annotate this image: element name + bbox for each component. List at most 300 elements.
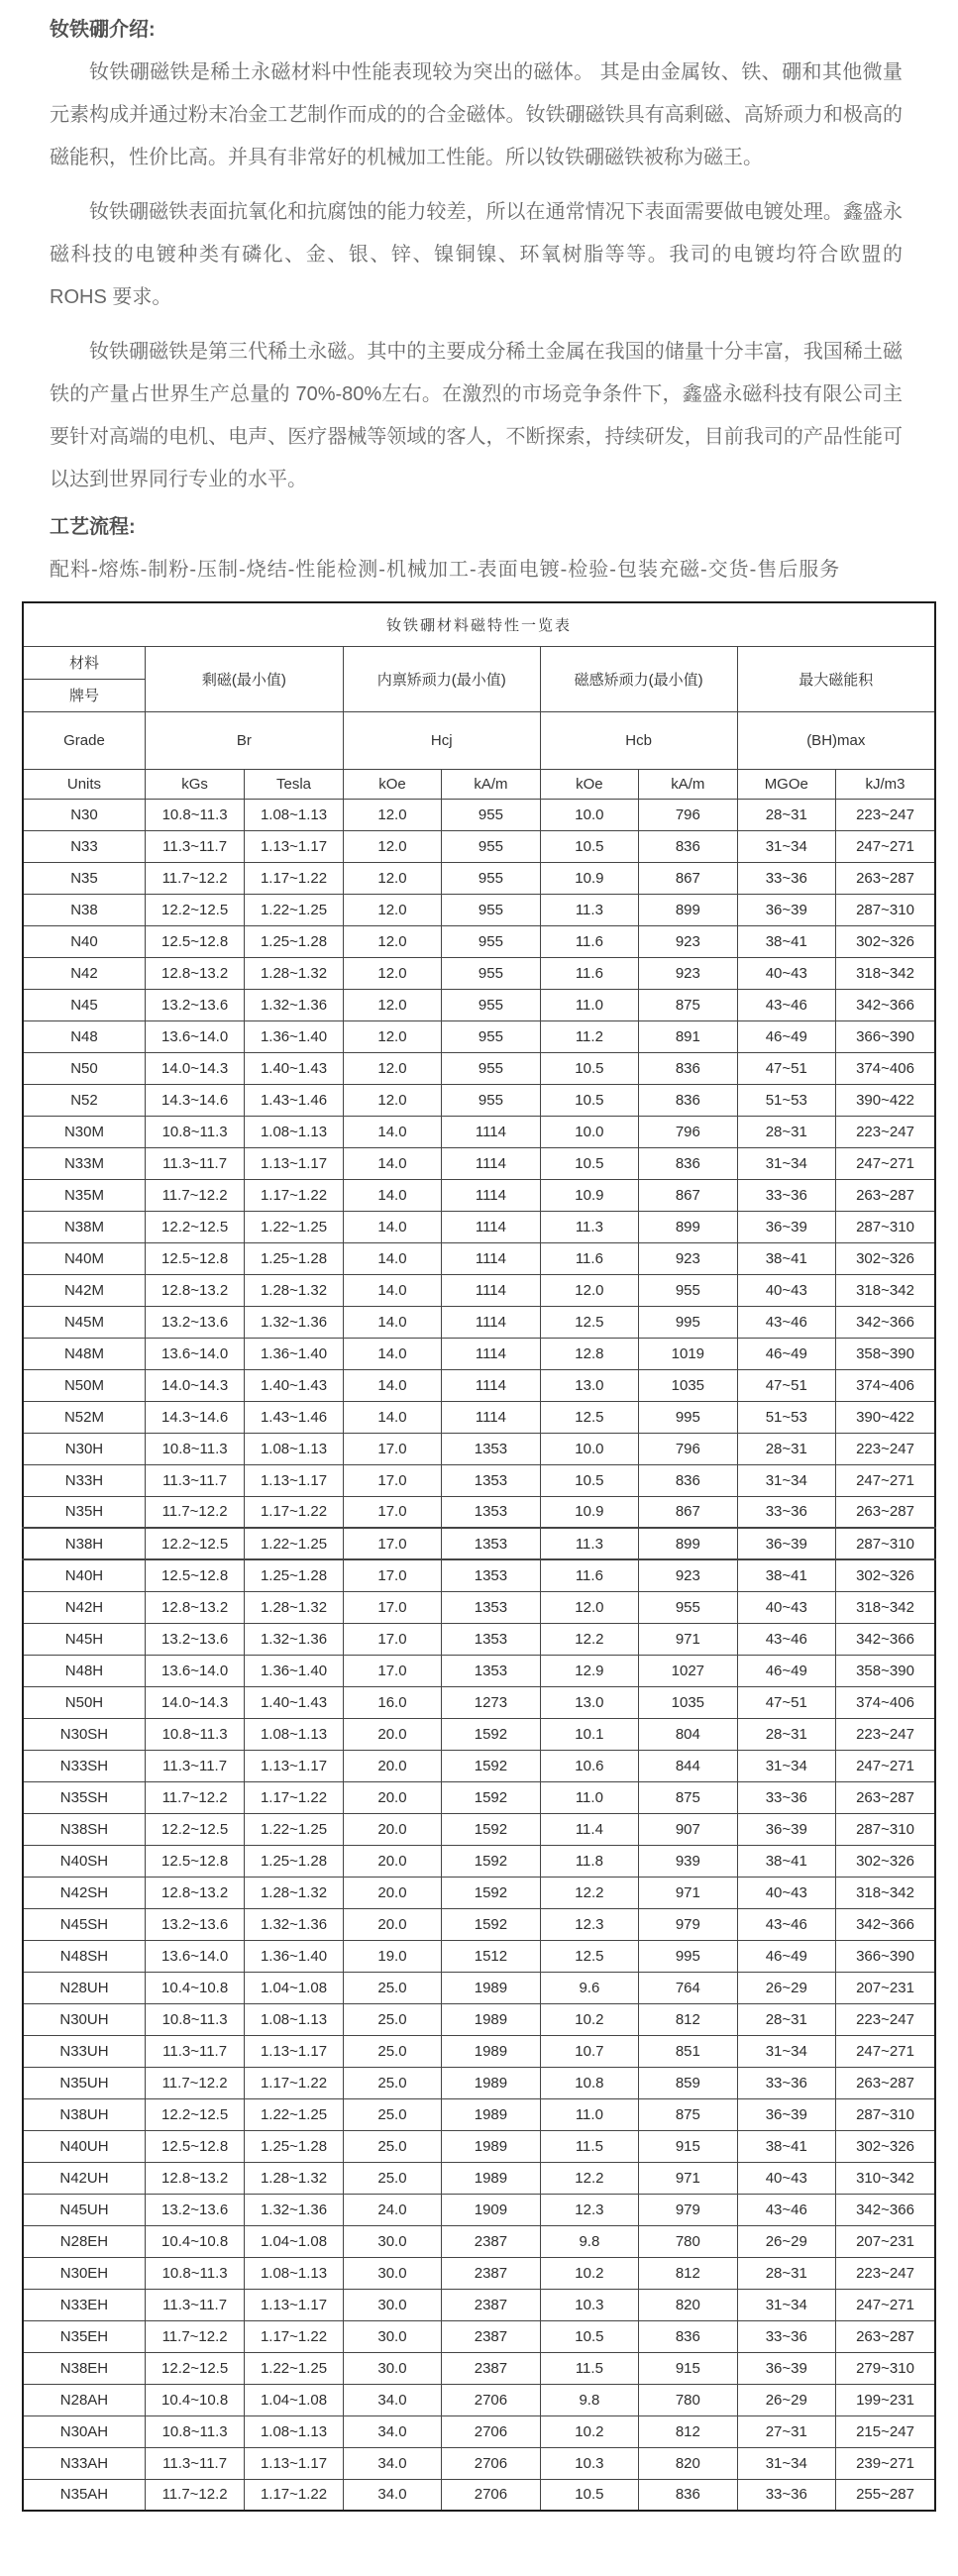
table-row — [23, 925, 935, 957]
table-row — [23, 1750, 935, 1781]
value-cell: 13.2~13.6 — [145, 1306, 244, 1338]
value-cell: 1.32~1.36 — [245, 989, 343, 1020]
value-cell: 12.5 — [540, 1940, 638, 1972]
value-cell: 955 — [639, 1591, 737, 1623]
value-cell: 374~406 — [836, 1052, 935, 1084]
value-cell: 955 — [442, 1052, 540, 1084]
value-cell: 33~36 — [737, 2067, 835, 2098]
value-cell: 366~390 — [836, 1020, 935, 1052]
value-cell: 10.5 — [540, 1147, 638, 1179]
table-row — [23, 1813, 935, 1845]
grade-cell: N35 — [23, 862, 145, 894]
value-cell: 46~49 — [737, 1940, 835, 1972]
table-row — [23, 1369, 935, 1401]
grade-cell: N40 — [23, 925, 145, 957]
value-cell: 12.5~12.8 — [145, 1559, 244, 1591]
value-cell: 891 — [639, 1020, 737, 1052]
value-cell: 764 — [639, 1972, 737, 2003]
magnet-properties-table — [22, 601, 936, 2512]
value-cell: 12.8 — [540, 1338, 638, 1369]
value-cell: 995 — [639, 1306, 737, 1338]
value-cell: 1.08~1.13 — [245, 1116, 343, 1147]
table-row — [23, 1591, 935, 1623]
grade-cell: N33SH — [23, 1750, 145, 1781]
table-row — [23, 2162, 935, 2194]
value-cell: 875 — [639, 1781, 737, 1813]
value-cell: 14.0 — [343, 1338, 441, 1369]
value-cell: 40~43 — [737, 1877, 835, 1908]
grade-cell: N50 — [23, 1052, 145, 1084]
table-row — [23, 2447, 935, 2479]
value-cell: 43~46 — [737, 1306, 835, 1338]
table-row — [23, 1940, 935, 1972]
value-cell: 10.5 — [540, 830, 638, 862]
value-cell: 1114 — [442, 1274, 540, 1306]
value-cell: 34.0 — [343, 2384, 441, 2415]
value-cell: 10.4~10.8 — [145, 2384, 244, 2415]
value-cell: 12.2~12.5 — [145, 894, 244, 925]
value-cell: 11.3~11.7 — [145, 2035, 244, 2067]
value-cell: 1353 — [442, 1433, 540, 1464]
value-cell: 14.0 — [343, 1242, 441, 1274]
value-cell: 247~271 — [836, 2289, 935, 2320]
process-heading: 工艺流程: — [50, 516, 136, 538]
value-cell: 9.6 — [540, 1972, 638, 2003]
value-cell: 12.2~12.5 — [145, 1813, 244, 1845]
value-cell: 923 — [639, 1242, 737, 1274]
value-cell: 955 — [442, 862, 540, 894]
grade-cell: N35AH — [23, 2479, 145, 2511]
value-cell: 10.4~10.8 — [145, 1972, 244, 2003]
value-cell: 12.0 — [343, 862, 441, 894]
value-cell: 12.0 — [343, 1084, 441, 1116]
value-cell: 27~31 — [737, 2415, 835, 2447]
value-cell: 310~342 — [836, 2162, 935, 2194]
value-cell: 10.5 — [540, 1084, 638, 1116]
value-cell: 12.2~12.5 — [145, 2352, 244, 2384]
value-cell: 2387 — [442, 2257, 540, 2289]
value-cell: 46~49 — [737, 1020, 835, 1052]
value-cell: 31~34 — [737, 2289, 835, 2320]
value-cell: 11.6 — [540, 925, 638, 957]
table-row — [23, 1464, 935, 1496]
value-cell: 26~29 — [737, 2225, 835, 2257]
value-cell: 47~51 — [737, 1369, 835, 1401]
table-row — [23, 1242, 935, 1274]
value-cell: 14.0 — [343, 1116, 441, 1147]
value-cell: 43~46 — [737, 1908, 835, 1940]
value-cell: 1.40~1.43 — [245, 1052, 343, 1084]
value-cell: 17.0 — [343, 1496, 441, 1528]
value-cell: 11.5 — [540, 2352, 638, 2384]
value-cell: 40~43 — [737, 1591, 835, 1623]
value-cell: 1989 — [442, 2098, 540, 2130]
table-title-row — [23, 602, 935, 646]
value-cell: 342~366 — [836, 1623, 935, 1655]
grade-cell: N45 — [23, 989, 145, 1020]
value-cell: 318~342 — [836, 1274, 935, 1306]
unit-hcb-kam: kA/m — [639, 769, 737, 799]
value-cell: 25.0 — [343, 2162, 441, 2194]
header-symbol-row — [23, 711, 935, 769]
unit-mgoe: MGOe — [737, 769, 835, 799]
value-cell: 11.6 — [540, 1559, 638, 1591]
value-cell: 12.5~12.8 — [145, 1845, 244, 1877]
value-cell: 923 — [639, 1559, 737, 1591]
value-cell: 287~310 — [836, 1211, 935, 1242]
value-cell: 10.0 — [540, 799, 638, 830]
value-cell: 1.08~1.13 — [245, 1433, 343, 1464]
grade-cell: N50M — [23, 1369, 145, 1401]
intro-heading: 钕铁硼介绍: — [50, 19, 156, 41]
value-cell: 1.28~1.32 — [245, 2162, 343, 2194]
value-cell: 38~41 — [737, 925, 835, 957]
value-cell: 979 — [639, 1908, 737, 1940]
value-cell: 12.8~13.2 — [145, 1877, 244, 1908]
value-cell: 12.0 — [343, 989, 441, 1020]
grade-cell: N48H — [23, 1655, 145, 1686]
value-cell: 1.32~1.36 — [245, 2194, 343, 2225]
value-cell: 38~41 — [737, 1845, 835, 1877]
value-cell: 247~271 — [836, 1464, 935, 1496]
value-cell: 223~247 — [836, 1116, 935, 1147]
value-cell: 10.8~11.3 — [145, 2257, 244, 2289]
value-cell: 10.9 — [540, 1496, 638, 1528]
value-cell: 24.0 — [343, 2194, 441, 2225]
value-cell: 1035 — [639, 1369, 737, 1401]
value-cell: 12.0 — [540, 1591, 638, 1623]
value-cell: 40~43 — [737, 1274, 835, 1306]
value-cell: 844 — [639, 1750, 737, 1781]
value-cell: 796 — [639, 799, 737, 830]
value-cell: 17.0 — [343, 1559, 441, 1591]
value-cell: 955 — [442, 799, 540, 830]
value-cell: 1.17~1.22 — [245, 862, 343, 894]
value-cell: 31~34 — [737, 1464, 835, 1496]
value-cell: 10.0 — [540, 1433, 638, 1464]
value-cell: 28~31 — [737, 1116, 835, 1147]
table-row — [23, 1718, 935, 1750]
table-row — [23, 1781, 935, 1813]
units-label: Units — [23, 769, 145, 799]
grade-cell: N40SH — [23, 1845, 145, 1877]
value-cell: 13.6~14.0 — [145, 1020, 244, 1052]
intro-paragraph-1: 钕铁硼磁铁是稀土永磁材料中性能表现较为突出的磁体。 其是由金属钕、铁、硼和其他微量元素构成并通过粉末冶金工艺制作而成的的合金磁体。钕铁硼磁铁具有高剩磁、高矫顽力和极高的磁能积，性价比高。并具有非常好的机械加工性能。所以钕铁硼磁铁被称为磁王。 — [50, 61, 903, 168]
value-cell: 812 — [639, 2415, 737, 2447]
value-cell: 1353 — [442, 1464, 540, 1496]
value-cell: 1.17~1.22 — [245, 1496, 343, 1528]
value-cell: 1114 — [442, 1369, 540, 1401]
value-cell: 287~310 — [836, 1528, 935, 1559]
value-cell: 780 — [639, 2384, 737, 2415]
value-cell: 1.32~1.36 — [245, 1623, 343, 1655]
value-cell: 12.2 — [540, 1623, 638, 1655]
value-cell: 12.0 — [540, 1274, 638, 1306]
value-cell: 9.8 — [540, 2225, 638, 2257]
value-cell: 247~271 — [836, 1147, 935, 1179]
value-cell: 995 — [639, 1401, 737, 1433]
grade-cell: N38UH — [23, 2098, 145, 2130]
table-row — [23, 1686, 935, 1718]
grade-cell: N38 — [23, 894, 145, 925]
value-cell: 12.5~12.8 — [145, 1242, 244, 1274]
value-cell: 10.2 — [540, 2003, 638, 2035]
value-cell: 11.2 — [540, 1020, 638, 1052]
value-cell: 17.0 — [343, 1623, 441, 1655]
value-cell: 923 — [639, 957, 737, 989]
grade-cell: N30M — [23, 1116, 145, 1147]
value-cell: 223~247 — [836, 799, 935, 830]
grade-cell: N30SH — [23, 1718, 145, 1750]
value-cell: 1019 — [639, 1338, 737, 1369]
value-cell: 318~342 — [836, 1591, 935, 1623]
value-cell: 820 — [639, 2447, 737, 2479]
value-cell: 13.6~14.0 — [145, 1655, 244, 1686]
value-cell: 1989 — [442, 2162, 540, 2194]
value-cell: 915 — [639, 2352, 737, 2384]
value-cell: 1.22~1.25 — [245, 2098, 343, 2130]
value-cell: 10.5 — [540, 1464, 638, 1496]
value-cell: 25.0 — [343, 2003, 441, 2035]
value-cell: 358~390 — [836, 1655, 935, 1686]
table-title: 钕铁硼材料磁特性一览表 — [23, 602, 935, 646]
value-cell: 1114 — [442, 1211, 540, 1242]
value-cell: 20.0 — [343, 1908, 441, 1940]
value-cell: 36~39 — [737, 1211, 835, 1242]
value-cell: 36~39 — [737, 1528, 835, 1559]
grade-cell: N45M — [23, 1306, 145, 1338]
value-cell: 12.5 — [540, 1306, 638, 1338]
header-hcb: Hcb — [540, 711, 737, 769]
table-header-body — [23, 602, 935, 799]
table-row — [23, 2352, 935, 2384]
value-cell: 36~39 — [737, 1813, 835, 1845]
grade-cell: N48M — [23, 1338, 145, 1369]
value-cell: 11.3 — [540, 894, 638, 925]
table-row — [23, 1020, 935, 1052]
value-cell: 14.0 — [343, 1369, 441, 1401]
grade-cell: N33EH — [23, 2289, 145, 2320]
value-cell: 13.0 — [540, 1686, 638, 1718]
value-cell: 1.22~1.25 — [245, 1813, 343, 1845]
value-cell: 215~247 — [836, 2415, 935, 2447]
value-cell: 10.5 — [540, 2320, 638, 2352]
value-cell: 31~34 — [737, 1750, 835, 1781]
value-cell: 2387 — [442, 2352, 540, 2384]
value-cell: 33~36 — [737, 2320, 835, 2352]
value-cell: 12.2~12.5 — [145, 1528, 244, 1559]
value-cell: 1.04~1.08 — [245, 1972, 343, 2003]
value-cell: 780 — [639, 2225, 737, 2257]
value-cell: 38~41 — [737, 2130, 835, 2162]
value-cell: 9.8 — [540, 2384, 638, 2415]
value-cell: 36~39 — [737, 2098, 835, 2130]
value-cell: 1592 — [442, 1718, 540, 1750]
table-row — [23, 2035, 935, 2067]
value-cell: 971 — [639, 1623, 737, 1655]
value-cell: 1.43~1.46 — [245, 1084, 343, 1116]
value-cell: 1989 — [442, 1972, 540, 2003]
value-cell: 358~390 — [836, 1338, 935, 1369]
value-cell: 20.0 — [343, 1845, 441, 1877]
value-cell: 10.5 — [540, 1052, 638, 1084]
value-cell: 995 — [639, 1940, 737, 1972]
value-cell: 1.08~1.13 — [245, 2257, 343, 2289]
value-cell: 955 — [442, 989, 540, 1020]
value-cell: 12.2 — [540, 1877, 638, 1908]
value-cell: 366~390 — [836, 1940, 935, 1972]
value-cell: 1353 — [442, 1655, 540, 1686]
value-cell: 31~34 — [737, 830, 835, 862]
value-cell: 13.2~13.6 — [145, 2194, 244, 2225]
unit-hcj-koe: kOe — [343, 769, 441, 799]
value-cell: 28~31 — [737, 2003, 835, 2035]
value-cell: 1989 — [442, 2035, 540, 2067]
value-cell: 955 — [442, 925, 540, 957]
value-cell: 20.0 — [343, 1750, 441, 1781]
grade-cell: N52 — [23, 1084, 145, 1116]
value-cell: 1.13~1.17 — [245, 2447, 343, 2479]
value-cell: 36~39 — [737, 2352, 835, 2384]
grade-cell: N33UH — [23, 2035, 145, 2067]
value-cell: 20.0 — [343, 1781, 441, 1813]
value-cell: 1.36~1.40 — [245, 1655, 343, 1686]
grade-cell: N38M — [23, 1211, 145, 1242]
value-cell: 33~36 — [737, 862, 835, 894]
value-cell: 239~271 — [836, 2447, 935, 2479]
value-cell: 390~422 — [836, 1084, 935, 1116]
value-cell: 302~326 — [836, 1242, 935, 1274]
value-cell: 875 — [639, 989, 737, 1020]
value-cell: 33~36 — [737, 1179, 835, 1211]
value-cell: 1114 — [442, 1147, 540, 1179]
value-cell: 1.40~1.43 — [245, 1369, 343, 1401]
value-cell: 287~310 — [836, 1813, 935, 1845]
grade-cell: N30UH — [23, 2003, 145, 2035]
value-cell: 1512 — [442, 1940, 540, 1972]
header-coercivity-group: 磁感矫顽力(最小值) — [540, 646, 737, 711]
unit-kgs: kGs — [145, 769, 244, 799]
value-cell: 971 — [639, 1877, 737, 1908]
value-cell: 263~287 — [836, 862, 935, 894]
value-cell: 1.22~1.25 — [245, 1528, 343, 1559]
value-cell: 263~287 — [836, 2320, 935, 2352]
value-cell: 263~287 — [836, 1496, 935, 1528]
value-cell: 10.8~11.3 — [145, 1116, 244, 1147]
value-cell: 1114 — [442, 1338, 540, 1369]
value-cell: 11.3~11.7 — [145, 830, 244, 862]
unit-hcj-kam: kA/m — [442, 769, 540, 799]
value-cell: 867 — [639, 862, 737, 894]
value-cell: 10.8 — [540, 2067, 638, 2098]
grade-cell: N28AH — [23, 2384, 145, 2415]
grade-cell: N52M — [23, 1401, 145, 1433]
header-energy-product-group: 最大磁能积 — [737, 646, 935, 711]
value-cell: 12.0 — [343, 799, 441, 830]
value-cell: 11.3~11.7 — [145, 1750, 244, 1781]
value-cell: 12.0 — [343, 894, 441, 925]
value-cell: 11.0 — [540, 2098, 638, 2130]
value-cell: 51~53 — [737, 1084, 835, 1116]
value-cell: 836 — [639, 1147, 737, 1179]
value-cell: 11.7~12.2 — [145, 1179, 244, 1211]
value-cell: 1.08~1.13 — [245, 1718, 343, 1750]
value-cell: 19.0 — [343, 1940, 441, 1972]
table-row — [23, 1211, 935, 1242]
value-cell: 11.3~11.7 — [145, 2289, 244, 2320]
value-cell: 14.3~14.6 — [145, 1084, 244, 1116]
value-cell: 287~310 — [836, 894, 935, 925]
value-cell: 2706 — [442, 2415, 540, 2447]
value-cell: 14.0 — [343, 1179, 441, 1211]
table-row — [23, 1401, 935, 1433]
table-row — [23, 1052, 935, 1084]
value-cell: 10.7 — [540, 2035, 638, 2067]
grade-cell: N33H — [23, 1464, 145, 1496]
header-br: Br — [145, 711, 343, 769]
value-cell: 20.0 — [343, 1718, 441, 1750]
header-bhmax: (BH)max — [737, 711, 935, 769]
value-cell: 11.7~12.2 — [145, 1781, 244, 1813]
value-cell: 223~247 — [836, 1433, 935, 1464]
value-cell: 28~31 — [737, 1433, 835, 1464]
value-cell: 20.0 — [343, 1877, 441, 1908]
value-cell: 851 — [639, 2035, 737, 2067]
value-cell: 199~231 — [836, 2384, 935, 2415]
grade-cell: N35UH — [23, 2067, 145, 2098]
value-cell: 247~271 — [836, 830, 935, 862]
grade-cell: N30EH — [23, 2257, 145, 2289]
value-cell: 1989 — [442, 2003, 540, 2035]
table-row — [23, 1274, 935, 1306]
value-cell: 11.7~12.2 — [145, 2067, 244, 2098]
grade-cell: N38SH — [23, 1813, 145, 1845]
value-cell: 1.43~1.46 — [245, 1401, 343, 1433]
value-cell: 12.0 — [343, 1020, 441, 1052]
value-cell: 302~326 — [836, 1845, 935, 1877]
value-cell: 1.13~1.17 — [245, 1464, 343, 1496]
grade-cell: N45SH — [23, 1908, 145, 1940]
value-cell: 12.5 — [540, 1401, 638, 1433]
value-cell: 33~36 — [737, 1781, 835, 1813]
value-cell: 10.8~11.3 — [145, 2415, 244, 2447]
grade-cell: N35SH — [23, 1781, 145, 1813]
value-cell: 1909 — [442, 2194, 540, 2225]
value-cell: 342~366 — [836, 1908, 935, 1940]
unit-tesla: Tesla — [245, 769, 343, 799]
value-cell: 223~247 — [836, 1718, 935, 1750]
grade-cell: N45UH — [23, 2194, 145, 2225]
value-cell: 10.0 — [540, 1116, 638, 1147]
value-cell: 1.17~1.22 — [245, 2067, 343, 2098]
grade-cell: N42SH — [23, 1877, 145, 1908]
value-cell: 1592 — [442, 1908, 540, 1940]
value-cell: 247~271 — [836, 2035, 935, 2067]
unit-hcb-koe: kOe — [540, 769, 638, 799]
value-cell: 40~43 — [737, 957, 835, 989]
value-cell: 302~326 — [836, 925, 935, 957]
value-cell: 11.3~11.7 — [145, 1464, 244, 1496]
value-cell: 12.8~13.2 — [145, 1591, 244, 1623]
table-row — [23, 2384, 935, 2415]
value-cell: 30.0 — [343, 2225, 441, 2257]
intro-paragraph-3: 钕铁硼磁铁是第三代稀土永磁。其中的主要成分稀土金属在我国的储量十分丰富，我国稀土磁铁的产量占世界生产总量的 70%-80%左右。在激烈的市场竞争条件下，鑫盛永磁科技有限公司主要针对高端的电机、电声、医疗器械等领域的客人，不断探索，持续研发，目前我司的产品性能可以达到世界同行专业的水平。 — [50, 341, 903, 490]
table-row — [23, 1306, 935, 1338]
value-cell: 11.3 — [540, 1211, 638, 1242]
value-cell: 1.36~1.40 — [245, 1940, 343, 1972]
value-cell: 25.0 — [343, 2035, 441, 2067]
value-cell: 17.0 — [343, 1433, 441, 1464]
